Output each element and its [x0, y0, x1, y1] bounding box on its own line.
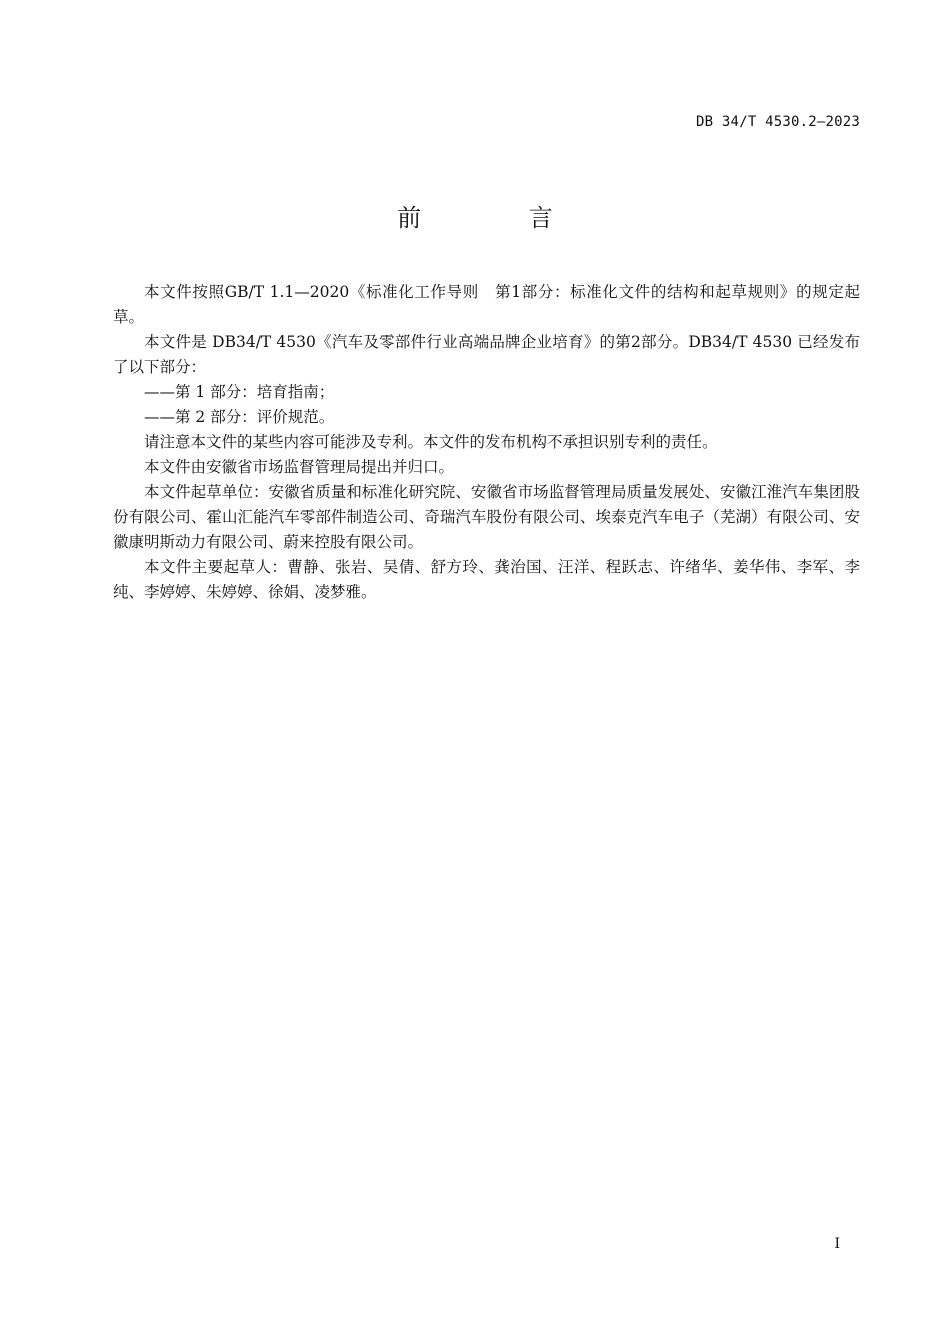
- page-title: 前 言: [397, 204, 603, 232]
- paragraph-drafters: 本文件主要起草人：曹静、张岩、吴倩、舒方玲、龚治国、汪洋、程跃志、许绪华、姜华伟、李军、李纯、李婷婷、朱婷婷、徐娟、凌梦雅。: [113, 558, 860, 601]
- list-item-part-2: ——第 2 部分：评价规范。: [144, 408, 335, 426]
- paragraph-part-info: 本文件是 DB34/T 4530《汽车及零部件行业高端品牌企业培育》的第2部分。DB34/T 4530 已经发布了以下部分：: [113, 333, 860, 376]
- list-item-part-1: ——第 1 部分：培育指南；: [144, 383, 335, 401]
- standard-code: DB 34/T 4530.2—2023: [696, 114, 860, 130]
- paragraph-proposer: 本文件由安徽省市场监督管理局提出并归口。: [144, 458, 455, 476]
- page-number: I: [834, 1236, 840, 1252]
- foreword-body: [113, 280, 860, 605]
- paragraph-patent-notice: 请注意本文件的某些内容可能涉及专利。本文件的发布机构不承担识别专利的责任。: [144, 433, 718, 451]
- paragraph-drafting-units: 本文件起草单位：安徽省质量和标准化研究院、安徽省市场监督管理局质量发展处、安徽江淮汽车集团股份有限公司、霍山汇能汽车零部件制造公司、奇瑞汽车股份有限公司、埃泰克汽车电子（芜湖）有限公司、安徽康明斯动力有限公司、蔚来控股有限公司。: [113, 483, 860, 551]
- paragraph-drafting-rule: 本文件按照GB/T 1.1—2020《标准化工作导则 第1部分：标准化文件的结构和起草规则》的规定起草。: [113, 283, 860, 326]
